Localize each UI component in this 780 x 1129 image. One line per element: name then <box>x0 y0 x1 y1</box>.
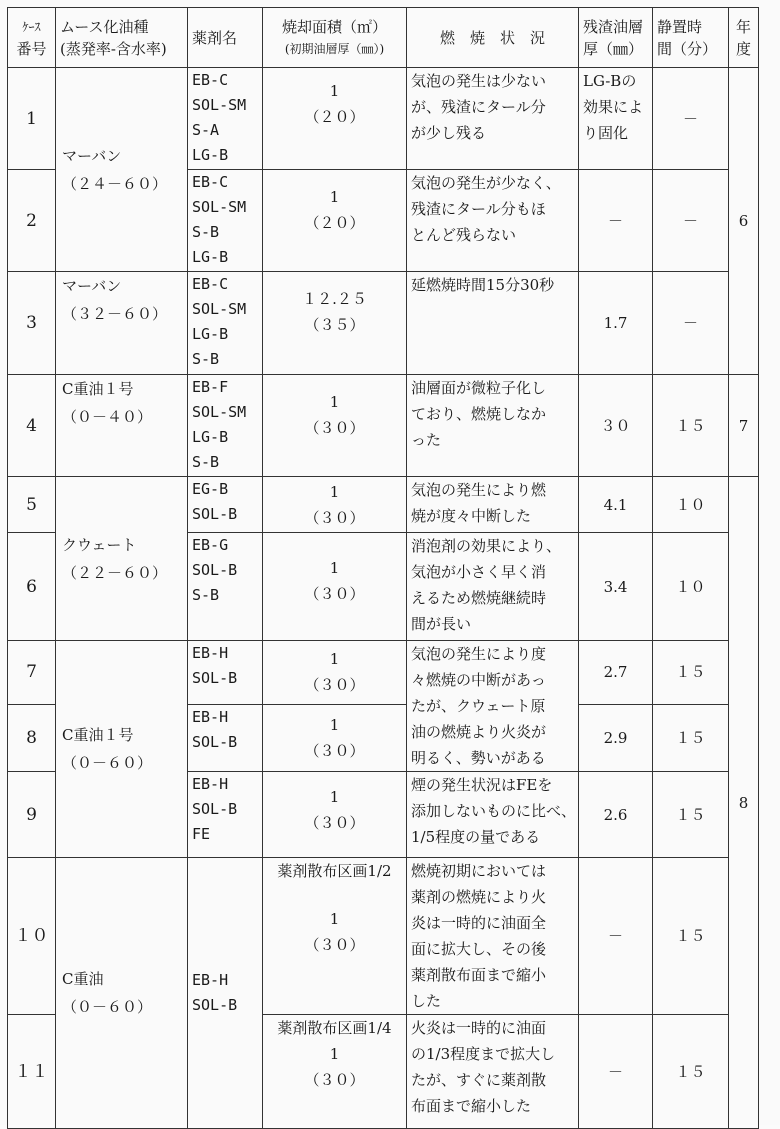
area-cell: １２.２５ （３５） <box>263 272 407 375</box>
burning-header: 燃 焼 状 況 <box>407 8 579 68</box>
residue-cell: 1.7 <box>579 272 653 375</box>
residue-cell: ３０ <box>579 375 653 477</box>
area-cell: 1 （３０） <box>263 704 407 771</box>
area-cell: 1 （３０） <box>263 641 407 705</box>
agent-cell: EB-C SOL-SM LG-B S-B <box>188 272 263 375</box>
residue-cell: 4.1 <box>579 477 653 533</box>
agent-cell: EB-G SOL-B S-B <box>188 533 263 641</box>
table-row <box>8 477 759 533</box>
case-number: 8 <box>8 704 56 771</box>
burning-cell: 気泡の発生により度 々燃焼の中断があっ たが、クウェート原 油の燃焼より火炎が 明るく、勢いがある <box>407 641 579 772</box>
case-number: 1 <box>8 68 56 170</box>
agent-header: 薬剤名 <box>188 8 263 68</box>
still-time-cell: １５ <box>653 641 729 705</box>
area-cell: 1 （２０） <box>263 170 407 272</box>
agent-cell: EB-H SOL-B <box>188 641 263 705</box>
residue-cell: － <box>579 170 653 272</box>
results-table <box>7 7 759 1129</box>
area-cell: 1 （３０） <box>263 533 407 641</box>
table-row <box>8 68 759 170</box>
agent-cell: EB-H SOL-B <box>188 704 263 771</box>
burning-cell: 気泡の発生が少なく、 残渣にタール分もほ とんど残らない <box>407 170 579 272</box>
oil-type-cell: C重油１号 （０－４０） <box>56 375 188 477</box>
burning-cell: 油層面が微粒子化し ており、燃焼しなか った <box>407 375 579 477</box>
still-time-header: 静置時 間（分） <box>653 8 729 68</box>
agent-cell: EB-F SOL-SM LG-B S-B <box>188 375 263 477</box>
case-number: １０ <box>8 858 56 1015</box>
case-number: 2 <box>8 170 56 272</box>
burning-cell: 火炎は一時的に油面 の1/3程度まで拡大し たが、すぐに薬剤散 布面まで縮小した <box>407 1015 579 1129</box>
residue-header: 残渣油層 厚（㎜） <box>579 8 653 68</box>
case-number: 5 <box>8 477 56 533</box>
still-time-cell: １０ <box>653 533 729 641</box>
case-number: 9 <box>8 772 56 858</box>
area-cell: 1 （３０） <box>263 772 407 858</box>
agent-cell: EB-H SOL-B <box>188 858 263 1129</box>
year-cell: 7 <box>729 375 759 477</box>
still-time-cell: － <box>653 170 729 272</box>
burning-cell: 燃焼初期においては 薬剤の燃焼により火 炎は一時的に油面全 面に拡大し、その後 薬剤散布面まで縮小 した <box>407 858 579 1015</box>
area-cell: 1 （２０） <box>263 68 407 170</box>
still-time-cell: １５ <box>653 772 729 858</box>
agent-cell: EB-H SOL-B FE <box>188 772 263 858</box>
area-cell: 薬剤散布区画1/2 1 （３０） <box>263 858 407 1015</box>
year-header: 年 度 <box>729 8 759 68</box>
area-cell: 1 （３０） <box>263 477 407 533</box>
still-time-cell: １５ <box>653 1015 729 1129</box>
burning-cell: 延燃焼時間15分30秒 <box>407 272 579 375</box>
case-number: 3 <box>8 272 56 375</box>
area-cell: 薬剤散布区画1/4 1 （３０） <box>263 1015 407 1129</box>
header-row <box>8 8 759 68</box>
residue-cell: － <box>579 858 653 1015</box>
agent-cell: EG-B SOL-B <box>188 477 263 533</box>
table-row <box>8 375 759 477</box>
oil-type-header: ムース化油種 (蒸発率-含水率) <box>56 8 188 68</box>
case-no-header: ｹｰｽ 番号 <box>8 8 56 68</box>
still-time-cell: １５ <box>653 375 729 477</box>
burning-cell: 煙の発生状況はFEを 添加しないものに比べ、 1/5程度の量である <box>407 772 579 858</box>
residue-cell: LG-Bの 効果によ り固化 <box>579 68 653 170</box>
agent-cell: EB-C SOL-SM S-A LG-B <box>188 68 263 170</box>
residue-cell: 3.4 <box>579 533 653 641</box>
residue-cell: 2.7 <box>579 641 653 705</box>
case-number: 6 <box>8 533 56 641</box>
area-header: 焼却面積（㎡） (初期油層厚（㎜）) <box>263 8 407 68</box>
oil-type-cell: クウェート （２２－６０） <box>56 477 188 641</box>
case-number: 7 <box>8 641 56 705</box>
year-cell: 8 <box>729 477 759 1129</box>
year-cell: 6 <box>729 68 759 375</box>
oil-type-cell: マーバン （２４－６０） <box>56 68 188 272</box>
oil-type-cell: C重油１号 （０－６０） <box>56 641 188 858</box>
case-number: 4 <box>8 375 56 477</box>
area-cell: 1 （３０） <box>263 375 407 477</box>
case-number: １１ <box>8 1015 56 1129</box>
burning-cell: 消泡剤の効果により、 気泡が小さく早く消 えるため燃焼継続時 間が長い <box>407 533 579 641</box>
agent-cell: EB-C SOL-SM S-B LG-B <box>188 170 263 272</box>
burning-cell: 気泡の発生は少ない が、残渣にタール分 が少し残る <box>407 68 579 170</box>
still-time-cell: － <box>653 68 729 170</box>
burning-cell: 気泡の発生により燃 焼が度々中断した <box>407 477 579 533</box>
still-time-cell: － <box>653 272 729 375</box>
table-row <box>8 858 759 1015</box>
oil-type-cell: C重油 （０－６０） <box>56 858 188 1129</box>
still-time-cell: １５ <box>653 704 729 771</box>
oil-type-cell: マーバン （３２－６０） <box>56 272 188 375</box>
residue-cell: 2.9 <box>579 704 653 771</box>
table-row <box>8 272 759 375</box>
table-row <box>8 641 759 705</box>
still-time-cell: １０ <box>653 477 729 533</box>
residue-cell: 2.6 <box>579 772 653 858</box>
residue-cell: － <box>579 1015 653 1129</box>
still-time-cell: １５ <box>653 858 729 1015</box>
